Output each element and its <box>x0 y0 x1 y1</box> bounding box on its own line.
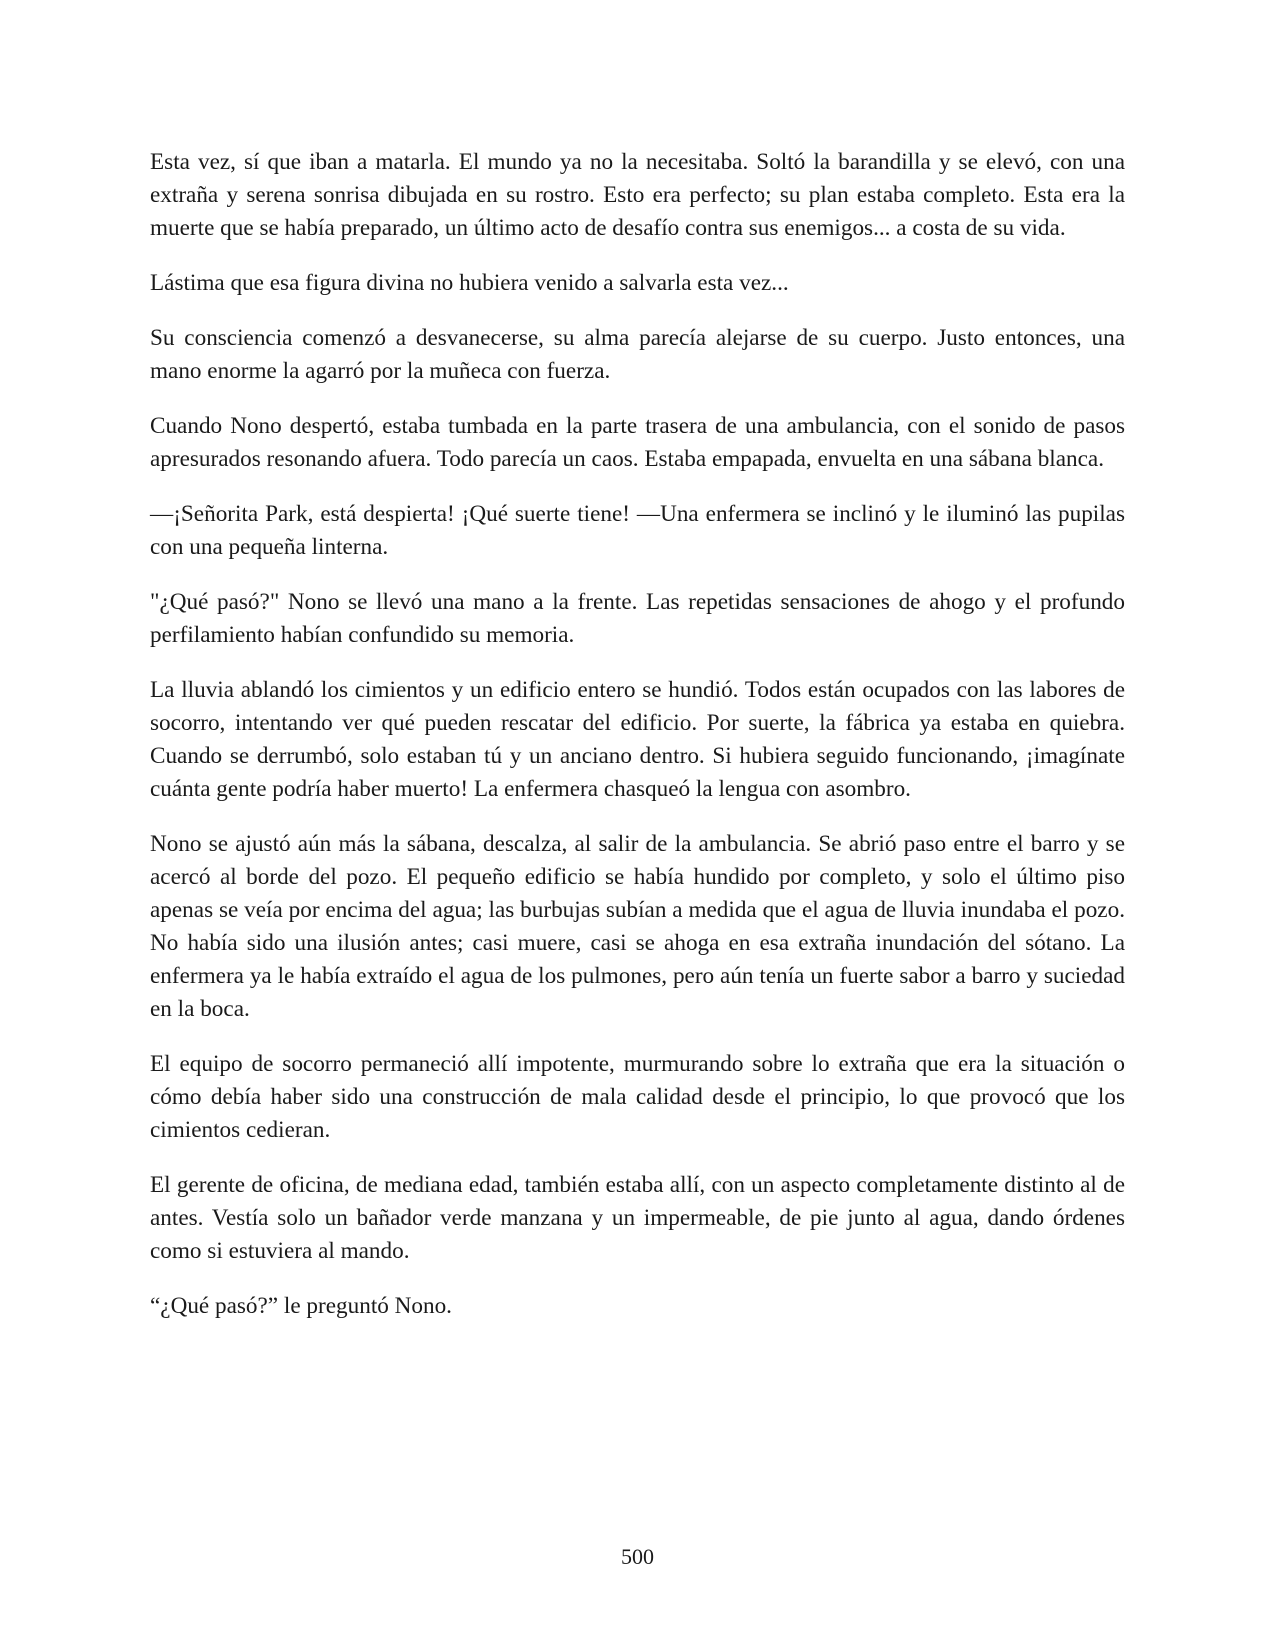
paragraph-11: “¿Qué pasó?” le preguntó Nono. <box>150 1293 452 1319</box>
paragraph-4: Cuando Nono despertó, estaba tumbada en la parte trasera de una ambulancia, con el sonido de pasos apresurados resonando afuera. Todo parecía un caos. Estaba empapada, envuelta en una sábana blanca. <box>150 413 1125 472</box>
paragraph-8: Nono se ajustó aún más la sábana, descalza, al salir de la ambulancia. Se abrió paso entre el barro y se acercó al borde del pozo. El pequeño edificio se había hundido por completo, y solo el último piso apenas se veía por encima del agua; las burbujas subían a medida que el agua de lluvia inundaba el pozo. No había sido una ilusión antes; casi muere, casi se ahoga en esa extraña inundación del sótano. La enfermera ya le había extraído el agua de los pulmones, pero aún tenía un fuerte sabor a barro y suciedad en la boca. <box>150 831 1125 1022</box>
paragraph-2: Lástima que esa figura divina no hubiera venido a salvarla esta vez... <box>150 270 789 296</box>
page-number: 500 <box>621 1544 654 1569</box>
paragraph-1: Esta vez, sí que iban a matarla. El mundo ya no la necesitaba. Soltó la barandilla y se elevó, con una extraña y serena sonrisa dibujada en su rostro. Esto era perfecto; su plan estaba completo. Esta era la muerte que se había preparado, un último acto de desafío contra sus enemigos... a costa de su vida. <box>150 149 1125 241</box>
paragraph-3: Su consciencia comenzó a desvanecerse, su alma parecía alejarse de su cuerpo. Justo entonces, una mano enorme la agarró por la muñeca con fuerza. <box>150 325 1125 384</box>
paragraph-10: El gerente de oficina, de mediana edad, también estaba allí, con un aspecto completamente distinto al de antes. Vestía solo un bañador verde manzana y un impermeable, de pie junto al agua, dando órdenes como si estuviera al mando. <box>150 1172 1125 1264</box>
paragraph-5: —¡Señorita Park, está despierta! ¡Qué suerte tiene! —Una enfermera se inclinó y le iluminó las pupilas con una pequeña linterna. <box>150 501 1125 560</box>
body-text <box>150 146 1125 1345</box>
paragraph-7: La lluvia ablandó los cimientos y un edificio entero se hundió. Todos están ocupados con las labores de socorro, intentando ver qué pueden rescatar del edificio. Por suerte, la fábrica ya estaba en quiebra. Cuando se derrumbó, solo estaban tú y un anciano dentro. Si hubiera seguido funcionando, ¡imagínate cuánta gente podría haber muerto! La enfermera chasqueó la lengua con asombro. <box>150 677 1125 802</box>
paragraph-6: "¿Qué pasó?" Nono se llevó una mano a la frente. Las repetidas sensaciones de ahogo y el profundo perfilamiento habían confundido su memoria. <box>150 589 1125 648</box>
paragraph-9: El equipo de socorro permaneció allí impotente, murmurando sobre lo extraña que era la situación o cómo debía haber sido una construcción de mala calidad desde el principio, lo que provocó que los cimientos cedieran. <box>150 1051 1125 1143</box>
